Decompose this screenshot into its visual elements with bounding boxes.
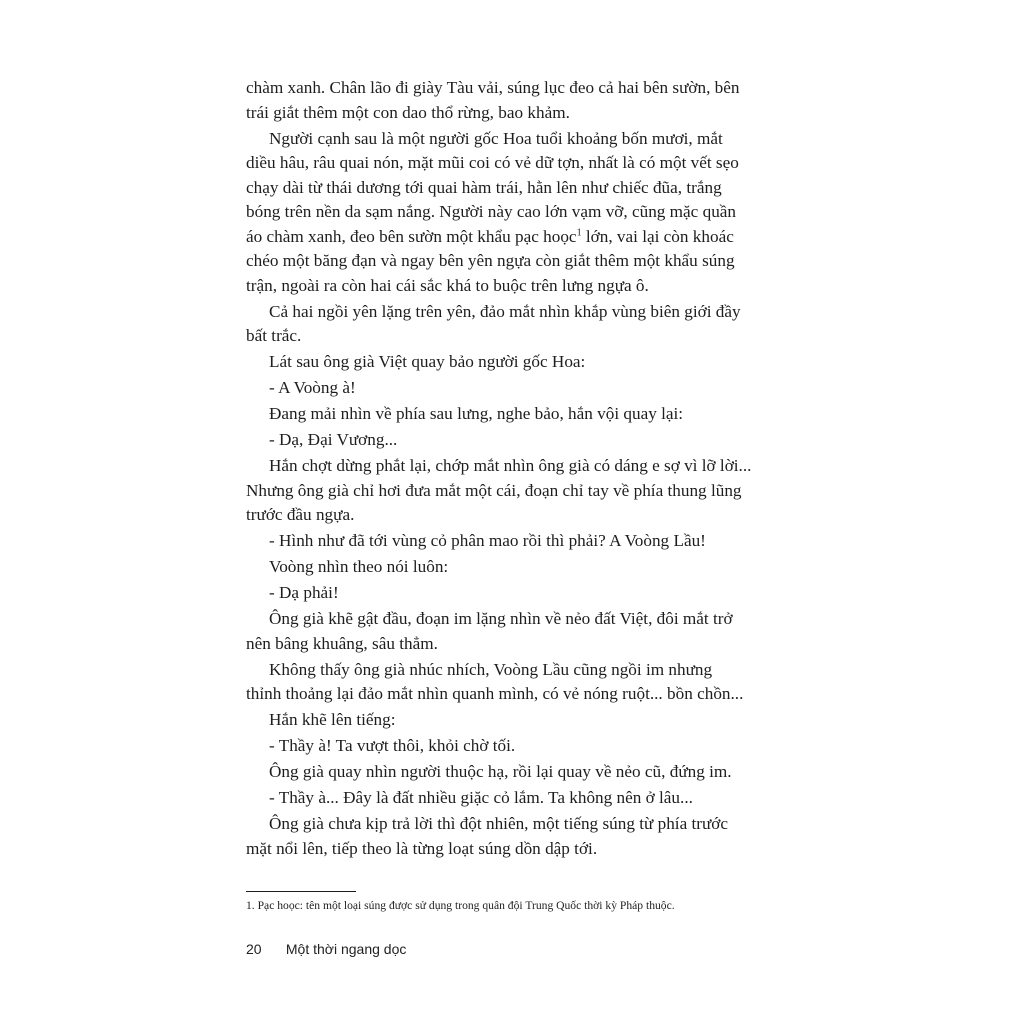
paragraph <box>246 350 774 375</box>
text-line: mặt nổi lên, tiếp theo là từng loạt súng dồn dập tới. <box>246 838 598 858</box>
text-line: - Thầy à... Đây là đất nhiều giặc cỏ lắm. Ta không nên ở lâu... <box>269 788 693 807</box>
text-line: Người cạnh sau là một người gốc Hoa tuổi khoảng bốn mươi, mắt <box>269 128 723 148</box>
paragraph <box>246 555 774 580</box>
text-line: Cả hai ngồi yên lặng trên yên, đảo mắt nhìn khắp vùng biên giới đầy <box>269 301 741 321</box>
paragraph <box>246 658 774 707</box>
dialogue-line <box>246 428 774 453</box>
footnote-divider <box>246 891 356 892</box>
paragraph <box>246 127 774 299</box>
text-line: chéo một băng đạn và ngay bên yên ngựa còn giắt thêm một khẩu súng <box>246 251 735 270</box>
paragraph <box>246 708 774 733</box>
text-line: chạy dài từ thái dương tới quai hàm trái, hằn lên như chiếc đũa, trắng <box>246 177 722 197</box>
text-line: Không thấy ông già nhúc nhích, Voòng Lầu cũng ngồi im nhưng <box>269 659 713 679</box>
dialogue-line <box>246 734 774 759</box>
text-line: nên bâng khuâng, sâu thẳm. <box>246 633 438 653</box>
paragraph <box>246 812 774 861</box>
text-line: Nhưng ông già chỉ hơi đưa mắt một cái, đoạn chỉ tay về phía thung lũng <box>246 480 742 500</box>
running-title: Một thời ngang dọc <box>285 941 407 957</box>
text-line: chàm xanh. Chân lão đi giày Tàu vải, súng lục đeo cả hai bên sườn, bên <box>246 78 740 97</box>
dialogue-line <box>246 529 774 554</box>
text-fragment: lớn, vai lại còn khoác <box>581 226 734 246</box>
text-line-with-footnote <box>246 225 774 250</box>
text-line: Ông già quay nhìn người thuộc hạ, rồi lại quay về nẻo cũ, đứng im. <box>269 762 732 781</box>
footnote: 1. Pạc hoọc: tên một loại súng được sử dụng trong quân đội Trung Quốc thời kỳ Pháp thuộc. <box>246 899 675 912</box>
paragraph <box>246 607 774 656</box>
text-fragment: áo chàm xanh, đeo bên sườn một khẩu pạc hoọc <box>246 226 577 246</box>
text-line: bất trắc. <box>246 326 302 345</box>
page-number: 20 <box>246 941 262 957</box>
text-line: Đang mải nhìn về phía sau lưng, nghe bảo, hắn vội quay lại: <box>269 404 684 423</box>
paragraph <box>246 402 774 427</box>
paragraph <box>246 760 774 785</box>
dialogue-line <box>246 786 774 811</box>
footnote-marker[interactable]: 1 <box>576 226 582 238</box>
text-line: - Dạ, Đại Vương... <box>269 430 398 449</box>
text-line: - A Voòng à! <box>269 378 356 397</box>
text-line: Hắn chợt dừng phắt lại, chớp mắt nhìn ông già có dáng e sợ vì lỡ lời... <box>269 456 752 475</box>
text-line: Lát sau ông già Việt quay bảo người gốc Hoa: <box>269 352 586 371</box>
paragraph <box>246 454 774 528</box>
text-line: thỉnh thoảng lại đảo mắt nhìn quanh mình, có vẻ nóng ruột... bồn chồn... <box>246 684 744 703</box>
dialogue-line <box>246 376 774 401</box>
text-line: bóng trên nền da sạm nắng. Người này cao lớn vạm vỡ, cũng mặc quần <box>246 202 737 221</box>
paragraph <box>246 76 774 125</box>
page-footer <box>246 940 406 958</box>
text-line: Ông già chưa kịp trả lời thì đột nhiên, một tiếng súng từ phía trước <box>269 814 729 833</box>
paragraph <box>246 300 774 349</box>
dialogue-line <box>246 581 774 606</box>
text-line: - Thầy à! Ta vượt thôi, khỏi chờ tối. <box>269 736 516 755</box>
text-line: trước đầu ngựa. <box>246 505 355 524</box>
text-line: diều hâu, râu quai nón, mặt mũi coi có vẻ dữ tợn, nhất là có một vết sẹo <box>246 153 739 172</box>
text-line: - Dạ phải! <box>269 583 339 602</box>
text-line: trái giắt thêm một con dao thổ rừng, bao khảm. <box>246 102 570 122</box>
text-line: Ông già khẽ gật đầu, đoạn im lặng nhìn về nẻo đất Việt, đôi mắt trở <box>269 609 733 628</box>
text-line: Voòng nhìn theo nói luôn: <box>269 557 449 576</box>
text-line: Hắn khẽ lên tiếng: <box>269 710 396 729</box>
text-line: - Hình như đã tới vùng cỏ phân mao rồi thì phải? A Voòng Lầu! <box>269 531 706 550</box>
body-text <box>246 76 774 863</box>
text-line: trận, ngoài ra còn hai cái sắc khá to buộc trên lưng ngựa ô. <box>246 275 649 295</box>
